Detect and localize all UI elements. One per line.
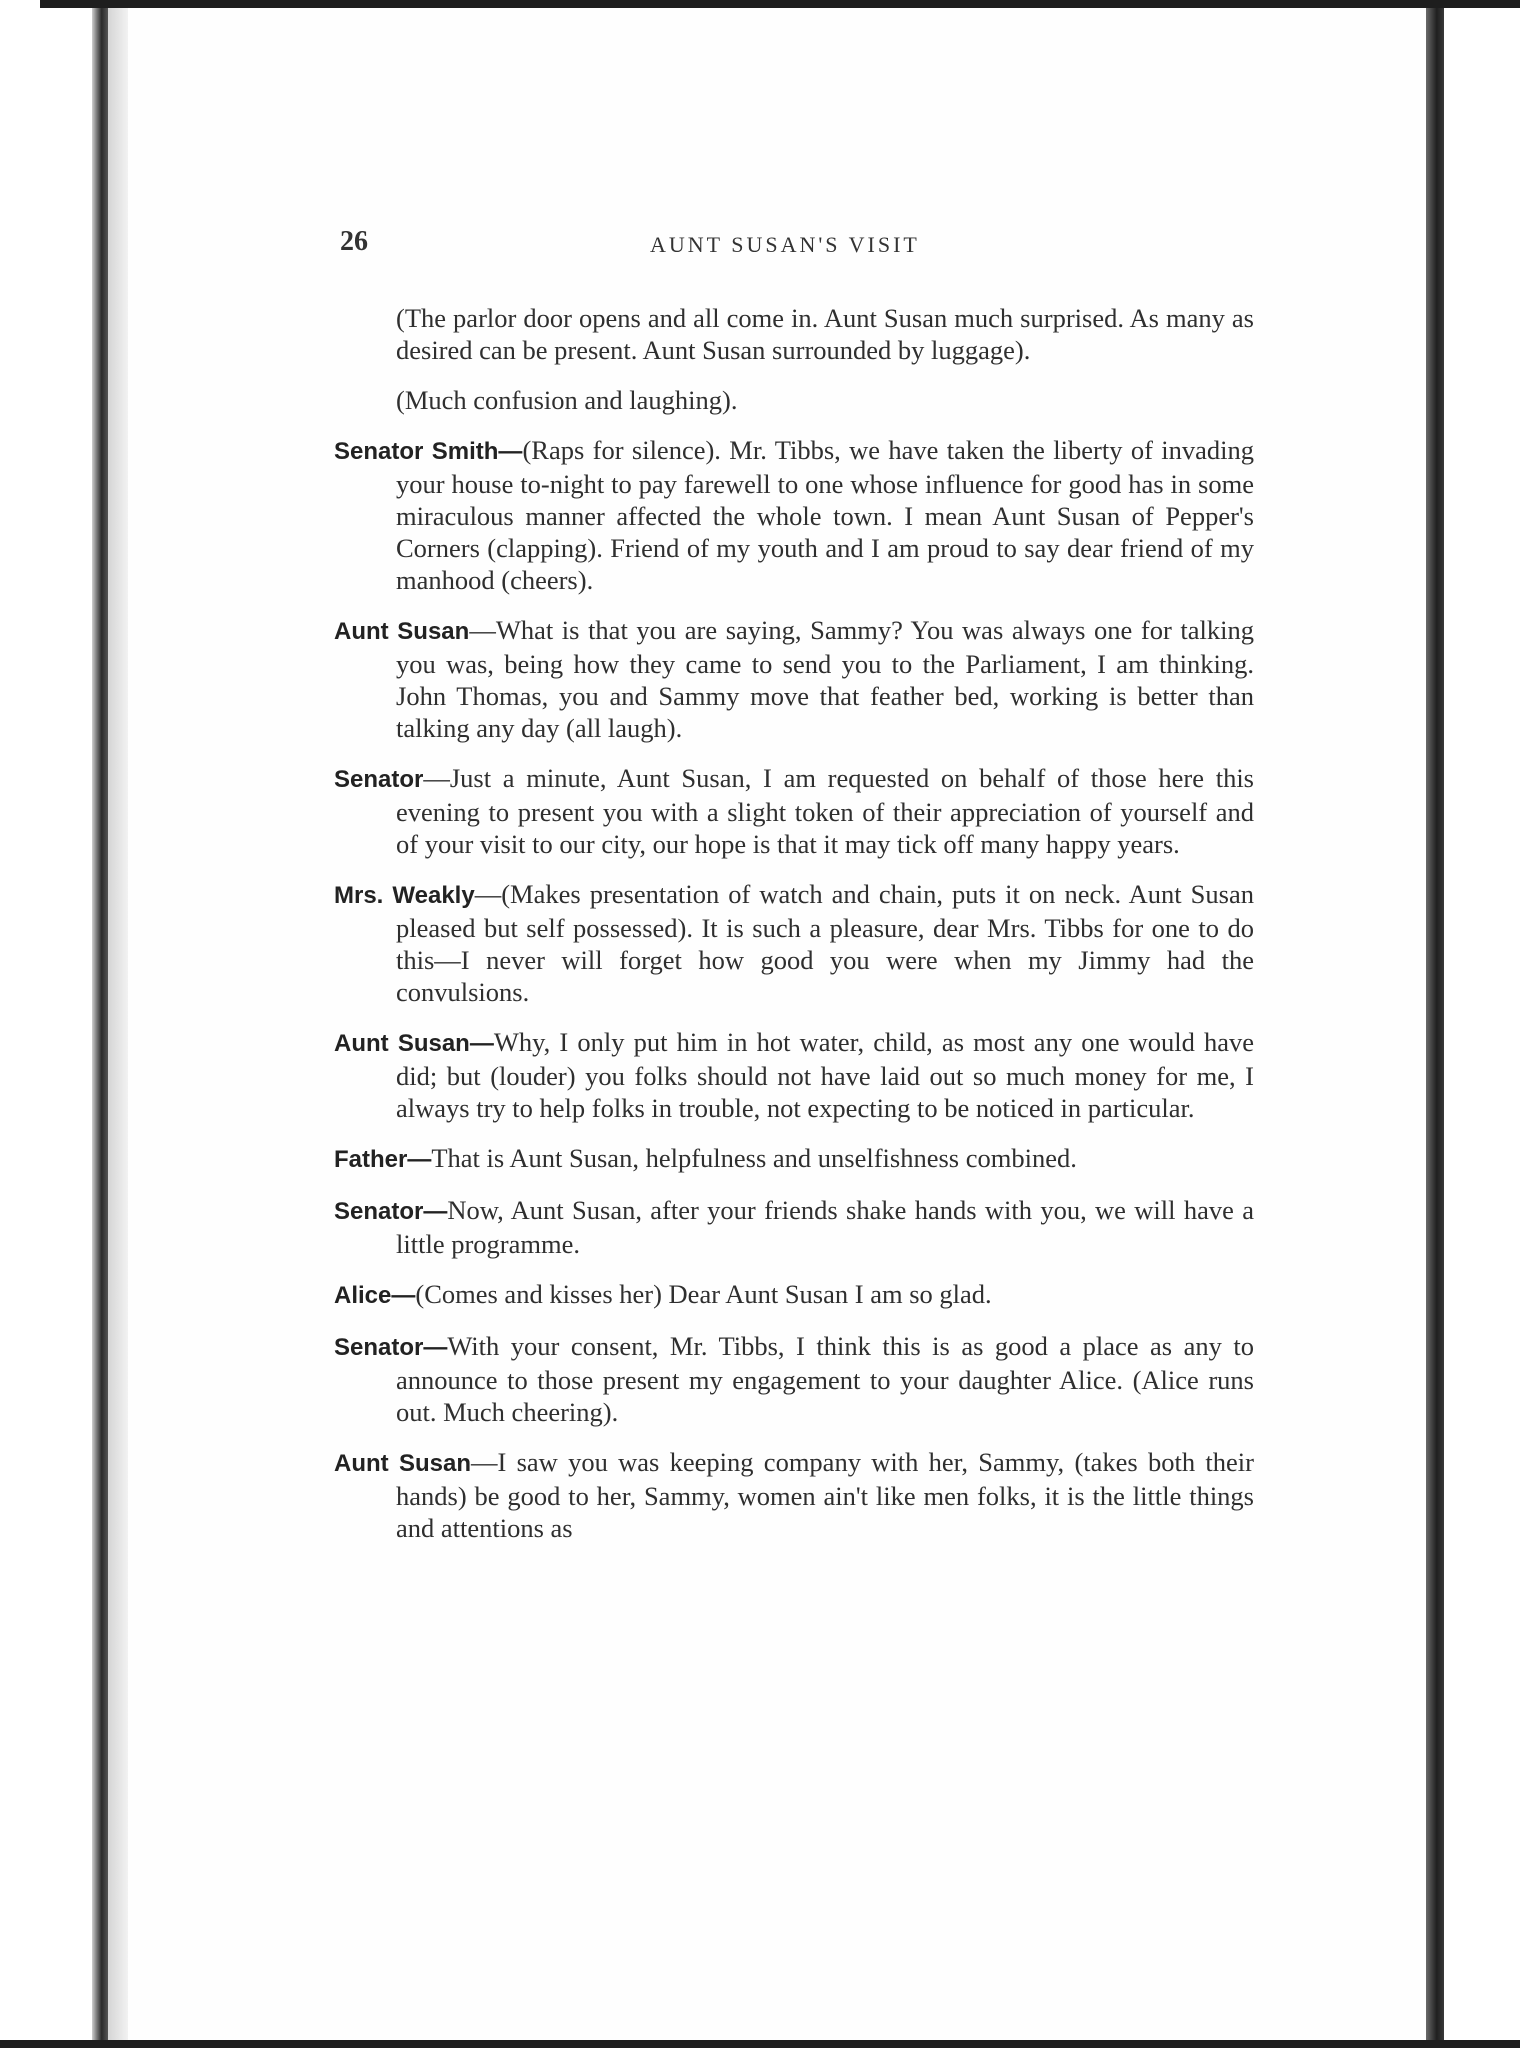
dialogue-line [334, 434, 1254, 596]
dialogue-text: Now, Aunt Susan, after your friends shake hands with you, we will have a little programme. [396, 1195, 1254, 1259]
dialogue-line [334, 878, 1254, 1008]
book-binding-edge [92, 8, 108, 2040]
play-script-text [334, 302, 1254, 1562]
dialogue-text: That is Aunt Susan, helpfulness and unselfishness combined. [431, 1143, 1077, 1173]
dialogue-line [334, 614, 1254, 744]
dialogue-text: —Just a minute, Aunt Susan, I am requested on behalf of those here this evening to present you with a slight token of their appreciation of yourself and of your visit to our city, our hope is that it may tick off many happy years. [396, 763, 1254, 859]
speaker-name: Father— [334, 1146, 432, 1173]
page-number: 26 [340, 226, 368, 257]
speaker-name: Alice— [334, 1282, 416, 1309]
dialogue-text: (Raps for silence). Mr. Tibbs, we have taken the liberty of invading your house to-night to pay farewell to one whose influence for good has in some miraculous manner affected the whole town. I mean Aunt Susan of Pepper's Corners (clapping). Friend of my youth and I am proud to say dear friend of my manhood (cheers). [396, 435, 1254, 595]
dialogue-text: With your consent, Mr. Tibbs, I think this is as good a place as any to announce to those present my engagement to your daughter Alice. (Alice runs out. Much cheering). [396, 1331, 1254, 1427]
speaker-name: Senator— [334, 1334, 448, 1361]
dialogue-line [334, 1330, 1254, 1428]
scan-left-margin [0, 0, 40, 2048]
dialogue-line [334, 1142, 1254, 1176]
speaker-name: Aunt Susan [334, 1450, 471, 1477]
dialogue-line [334, 1026, 1254, 1124]
speaker-name: Senator Smith— [334, 438, 523, 465]
dialogue-line [334, 762, 1254, 860]
speaker-name: Aunt Susan [334, 618, 470, 645]
dialogue-text: —(Makes presentation of watch and chain, puts it on neck. Aunt Susan pleased but self possessed). It is such a pleasure, dear Mrs. Tibbs for one to do this—I never will forget how good you were when my Jimmy had the convulsions. [396, 879, 1254, 1007]
speaker-name: Senator [334, 766, 424, 793]
stage-direction: (The parlor door opens and all come in. Aunt Susan much surprised. As many as desired can be present. Aunt Susan surrounded by luggage). [396, 303, 1254, 365]
scan-bottom-edge [0, 2040, 1520, 2048]
speaker-name: Aunt Susan— [334, 1030, 494, 1057]
scan-top-edge [0, 0, 1520, 8]
page-edge-shadow [108, 8, 128, 2040]
dialogue-line [334, 1446, 1254, 1544]
book-gutter [1426, 8, 1444, 2040]
dialogue-line [334, 1194, 1254, 1260]
speaker-name: Senator— [334, 1198, 448, 1225]
dialogue-text: (Comes and kisses her) Dear Aunt Susan I am so glad. [415, 1279, 992, 1309]
stage-direction: (Much confusion and laughing). [396, 385, 738, 415]
dialogue-line [334, 1278, 1254, 1312]
dialogue-text: —What is that you are saying, Sammy? You was always one for talking you was, being how they came to send you to the Parliament, I am thinking. John Thomas, you and Sammy move that feather bed, working is better than talking any day (all laugh). [396, 615, 1254, 743]
running-head: AUNT SUSAN'S VISIT [650, 232, 920, 257]
dialogue-text: —I saw you was keeping company with her, Sammy, (takes both their hands) be good to her, Sammy, women ain't like men folks, it is the little things and attentions as [396, 1447, 1254, 1543]
facing-page-edge [1444, 8, 1520, 2040]
speaker-name: Mrs. Weakly [334, 882, 475, 909]
dialogue-text: Why, I only put him in hot water, child, as most any one would have did; but (louder) you folks should not have laid out so much money for me, I always try to help folks in trouble, not expecting to be noticed in particular. [396, 1027, 1254, 1123]
